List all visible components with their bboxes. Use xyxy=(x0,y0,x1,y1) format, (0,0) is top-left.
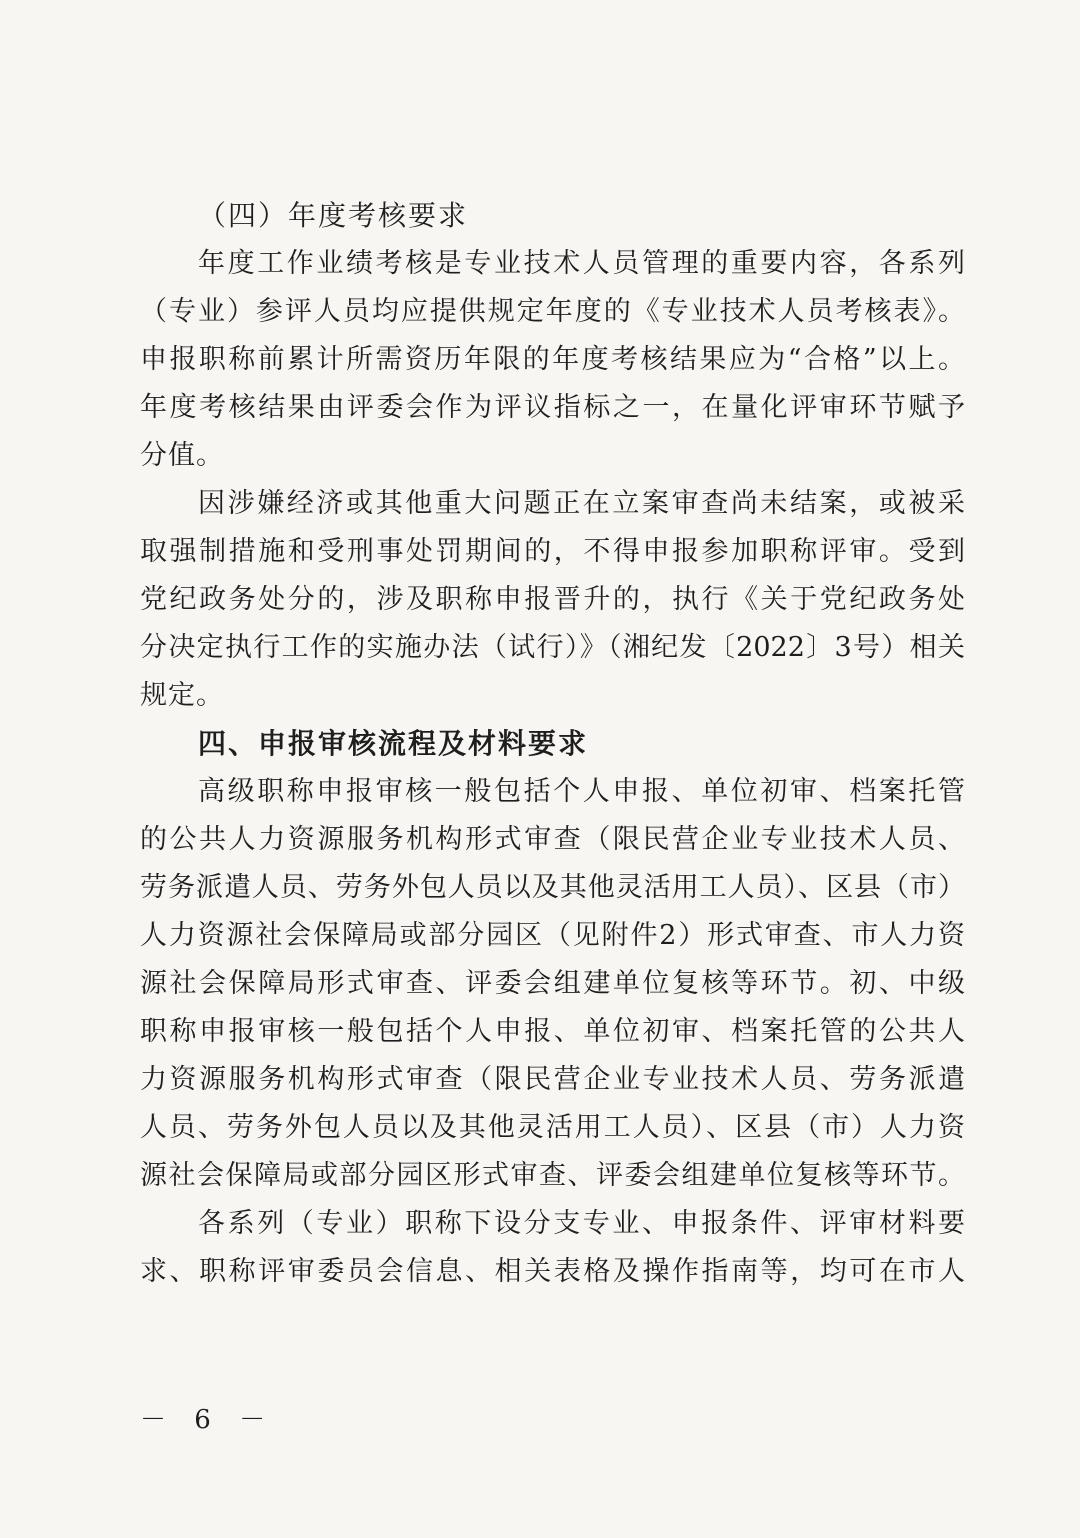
paragraph-materials xyxy=(140,1200,965,1296)
page-number: － 6 － xyxy=(140,1405,276,1435)
text-line: 取强制措施和受刑事处罚期间的，不得申报参加职称评审。受到 xyxy=(140,536,965,567)
section-heading: 四、申报审核流程及材料要求 xyxy=(198,727,589,760)
text-line: 申报职称前累计所需资历年限的年度考核结果应为“合格”以上。 xyxy=(140,344,965,375)
section-subheading: （四）年度考核要求 xyxy=(198,199,469,232)
text-line: 规定。 xyxy=(140,680,224,711)
text-line: 劳务派遣人员、劳务外包人员以及其他灵活用工人员）、区县（市） xyxy=(140,872,965,903)
paragraph-review-process xyxy=(140,768,965,1200)
text-line: 党纪政务处分的，涉及职称申报晋升的，执行《关于党纪政务处 xyxy=(140,584,965,615)
text-line: 的公共人力资源服务机构形式审查（限民营企业专业技术人员、 xyxy=(140,824,965,855)
text-line: （专业）参评人员均应提供规定年度的《专业技术人员考核表》。 xyxy=(140,296,965,327)
text-line: 人员、劳务外包人员以及其他灵活用工人员）、区县（市）人力资 xyxy=(140,1112,965,1143)
text-line: 分值。 xyxy=(140,440,224,471)
text-line: 源社会保障局形式审查、评委会组建单位复核等环节。初、中级 xyxy=(140,968,965,999)
text-line: 各系列（专业）职称下设分支专业、申报条件、评审材料要 xyxy=(198,1208,965,1239)
text-line: 年度考核结果由评委会作为评议指标之一，在量化评审环节赋予 xyxy=(140,392,965,423)
text-line: 高级职称申报审核一般包括个人申报、单位初审、档案托管 xyxy=(198,776,965,807)
text-line: 因涉嫌经济或其他重大问题正在立案审查尚未结案，或被采 xyxy=(198,488,965,519)
text-line: 分决定执行工作的实施办法（试行）》（湘纪发〔2022〕3号）相关 xyxy=(140,632,965,663)
text-line: 源社会保障局或部分园区形式审查、评委会组建单位复核等环节。 xyxy=(140,1160,965,1191)
text-line: 力资源服务机构形式审查（限民营企业专业技术人员、劳务派遣 xyxy=(140,1064,965,1095)
text-line: 职称申报审核一般包括个人申报、单位初审、档案托管的公共人 xyxy=(140,1016,965,1047)
paragraph-annual-assessment xyxy=(140,240,965,480)
text-line: 年度工作业绩考核是专业技术人员管理的重要内容，各系列 xyxy=(198,248,965,279)
document-body xyxy=(140,192,965,1296)
text-line: 人力资源社会保障局或部分园区（见附件2）形式审查、市人力资 xyxy=(140,920,965,951)
text-line: 求、职称评审委员会信息、相关表格及操作指南等，均可在市人 xyxy=(140,1256,965,1287)
paragraph-disciplinary xyxy=(140,480,965,720)
